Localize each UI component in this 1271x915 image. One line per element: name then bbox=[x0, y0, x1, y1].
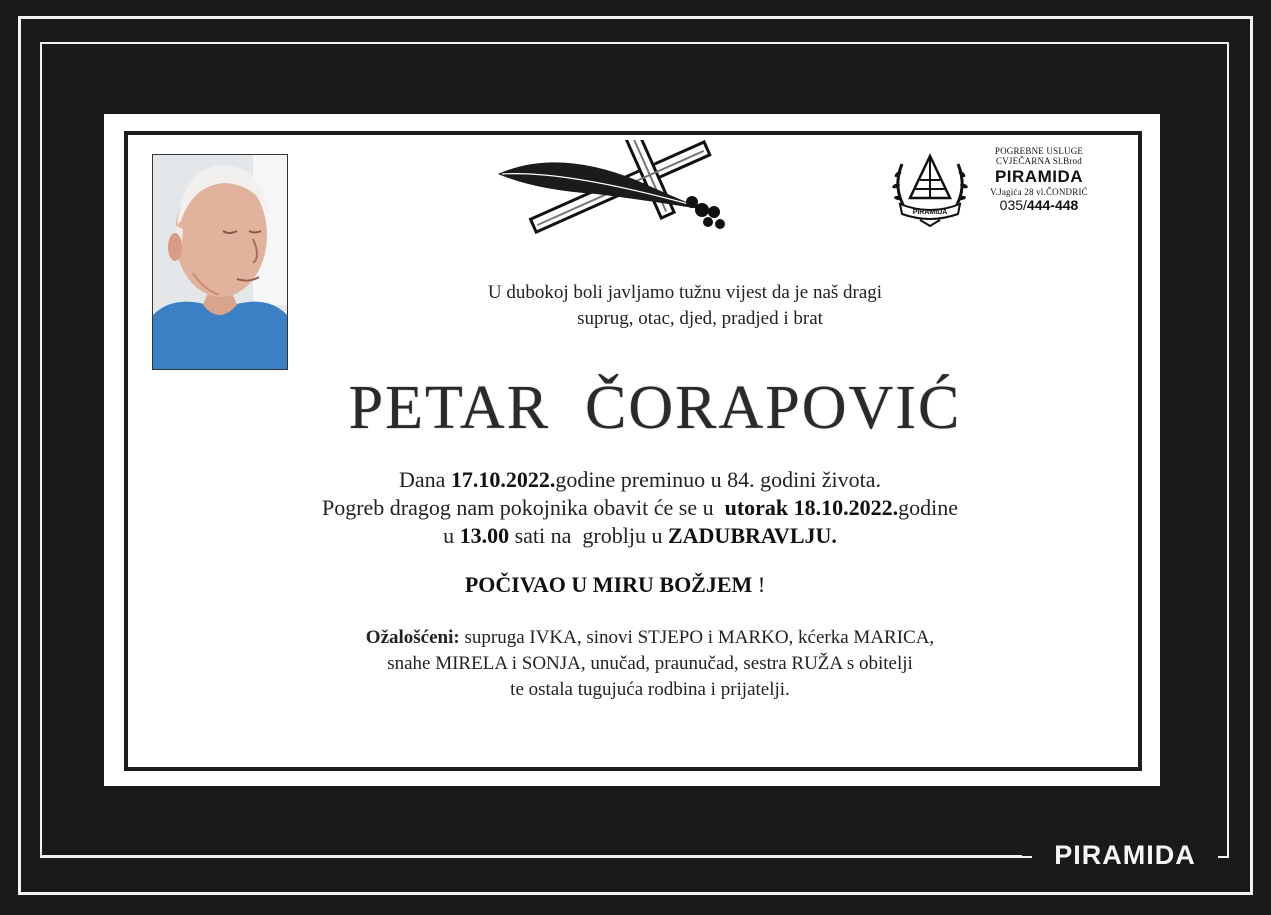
brand-name: PIRAMIDA bbox=[994, 167, 1084, 186]
death-date: 17.10.2022. bbox=[450, 467, 556, 492]
mourners-l1: supruga IVKA, sinovi STJEPO i MARKO, kćerka MARICA, bbox=[459, 627, 935, 648]
d2b: godine bbox=[898, 495, 959, 520]
rip-mark: ! bbox=[752, 572, 766, 597]
deceased-photo bbox=[152, 154, 288, 370]
mourners-line-2: snahe MIRELA i SONJA, unučad, praunučad, sestra RUŽA s obitelji bbox=[387, 653, 913, 674]
intro-line-1: U dubokoj boli javljamo tužnu vijest da je naš dragi bbox=[487, 282, 883, 303]
funeral-details bbox=[170, 466, 1110, 550]
intro-text bbox=[300, 280, 1070, 332]
d3a: u bbox=[443, 523, 460, 548]
d2a: Pogreb dragog nam pokojnika obavit će se u bbox=[321, 495, 725, 520]
rip-text: POČIVAO U MIRU BOŽJEM bbox=[464, 572, 753, 597]
portrait-illustration bbox=[153, 155, 287, 369]
mourners-list bbox=[200, 625, 1100, 703]
brand-phone bbox=[974, 197, 1104, 213]
pyramid-logo-icon bbox=[888, 144, 972, 228]
brand-address: V.Jagića 28 vl.ČONDRIĆ bbox=[990, 187, 1088, 197]
d1a: Dana bbox=[398, 467, 451, 492]
cross-icon bbox=[496, 140, 732, 234]
details-line-1 bbox=[170, 466, 1110, 494]
deceased-name: PETAR ČORAPOVIĆ bbox=[348, 374, 962, 442]
mourners-label: Ožalošćeni: bbox=[365, 627, 460, 648]
details-line-2 bbox=[170, 494, 1110, 522]
brand-line-services: POGREBNE USLUGE bbox=[994, 146, 1084, 156]
cross-palm-emblem bbox=[496, 140, 732, 234]
mourners-line-1 bbox=[200, 625, 1100, 651]
d1b: godine preminuo u 84. godini života. bbox=[555, 467, 882, 492]
d3b: sati na groblju u bbox=[509, 523, 668, 548]
rest-in-peace bbox=[330, 570, 900, 600]
footer-line bbox=[42, 855, 1022, 857]
funeral-time: 13.00 bbox=[459, 523, 510, 548]
phone-number: 444-448 bbox=[1026, 197, 1079, 213]
funeral-date: utorak 18.10.2022. bbox=[724, 495, 899, 520]
mourners-line-3: te ostala tugujuća rodbina i prijatelji. bbox=[510, 679, 790, 700]
brand-text-block bbox=[974, 146, 1104, 213]
brand-line-florist: CVJEČARNA Sl.Brod bbox=[996, 156, 1082, 166]
footer-brand: PIRAMIDA bbox=[1032, 838, 1218, 872]
details-line-3 bbox=[170, 522, 1110, 550]
intro-line-2: suprug, otac, djed, pradjed i brat bbox=[577, 308, 823, 329]
logo-ribbon-text: PIRAMIDA bbox=[912, 209, 948, 216]
funeral-service-brand bbox=[888, 144, 1098, 228]
funeral-place: ZADUBRAVLJU. bbox=[667, 523, 837, 548]
phone-prefix: 035/ bbox=[999, 197, 1027, 213]
